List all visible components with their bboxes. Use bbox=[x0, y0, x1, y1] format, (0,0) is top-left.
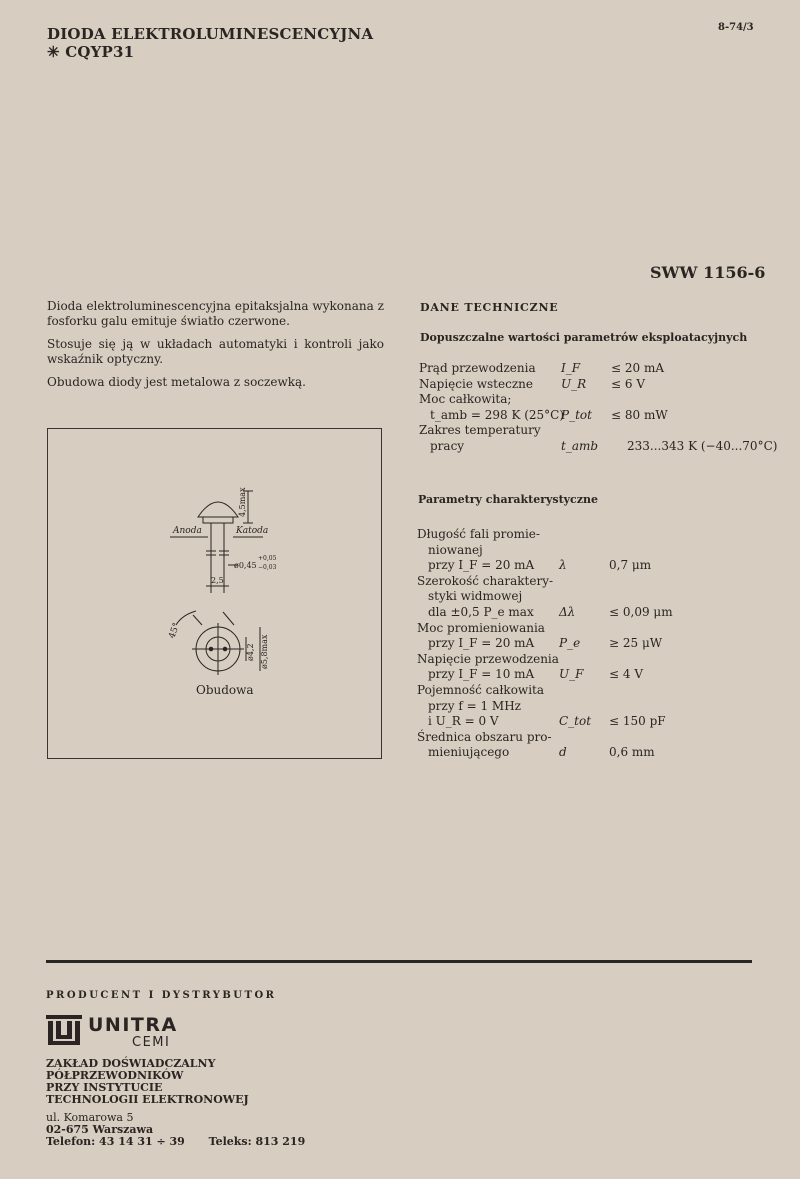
param-symbol: C_tot bbox=[559, 714, 592, 729]
institution-line: ZAKŁAD DOŚWIADCZALNY bbox=[46, 1057, 216, 1070]
institution-line: PRZY INSTYTUCIE bbox=[46, 1081, 163, 1094]
param-label: dla ±0,5 P_e max bbox=[428, 605, 534, 619]
cathode-label: Katoda bbox=[236, 526, 269, 536]
led-dome bbox=[198, 502, 238, 517]
param-label: Średnica obszaru pro- bbox=[417, 729, 552, 744]
param-label: Prąd przewodzenia bbox=[419, 361, 536, 375]
characteristics-heading: Parametry charakterystyczne bbox=[418, 493, 599, 506]
param-symbol: P_e bbox=[559, 636, 581, 651]
institution-line: PÓŁPRZEWODNIKÓW bbox=[46, 1069, 184, 1082]
tech-heading: DANE TECHNICZNE bbox=[420, 301, 559, 314]
param-label: i U_R = 0 V bbox=[428, 714, 499, 729]
param-label: mieniującego bbox=[428, 745, 510, 760]
height-dim-label: 4,5max bbox=[238, 487, 247, 517]
intro-paragraph-2: Stosuje się ją w układach automatyki i kontroli jako wskaźnik optyczny. bbox=[47, 337, 384, 366]
param-label: Napięcie wsteczne bbox=[419, 376, 533, 391]
param-label: Długość fali promie- bbox=[417, 527, 540, 541]
param-label: Napięcie przewodzenia bbox=[417, 651, 559, 666]
param-label: przy f = 1 MHz bbox=[428, 698, 521, 713]
unitra-logo bbox=[46, 1014, 176, 1054]
document-title bbox=[47, 25, 373, 61]
address-street: ul. Komarowa 5 bbox=[46, 1111, 134, 1124]
param-value: ≤ 20 mA bbox=[611, 361, 664, 375]
param-symbol: U_F bbox=[559, 667, 584, 682]
param-value: 233...343 K (−40...70°C) bbox=[627, 439, 778, 453]
param-label: styki widmowej bbox=[428, 589, 523, 604]
param-label: Pojemność całkowita bbox=[417, 683, 545, 697]
param-symbol: P_tot bbox=[561, 407, 592, 422]
param-value: 0,7 μm bbox=[609, 558, 652, 573]
footer-rule bbox=[46, 960, 752, 963]
param-label: Szerokość charaktery- bbox=[417, 573, 554, 588]
title-line-2: ✳ CQYP31 bbox=[47, 43, 135, 61]
param-label: pracy bbox=[430, 439, 465, 453]
logo-subword: CEMI bbox=[132, 1035, 171, 1050]
inner-dim-label: ø4,2 bbox=[246, 643, 255, 661]
param-symbol: t_amb bbox=[561, 439, 599, 453]
telex-number: Teleks: 813 219 bbox=[208, 1135, 306, 1148]
param-value: ≤ 150 pF bbox=[609, 714, 666, 729]
param-label: przy I_F = 10 mA bbox=[428, 667, 535, 682]
param-label: Moc całkowita; bbox=[419, 392, 512, 407]
address-city: 02-675 Warszawa bbox=[46, 1123, 154, 1136]
limits-heading: Dopuszczalne wartości parametrów eksploatacyjnych bbox=[420, 331, 748, 344]
param-label: Zakres temperatury bbox=[419, 423, 541, 438]
institution-line: TECHNOLOGII ELEKTRONOWEJ bbox=[46, 1093, 249, 1106]
param-symbol: Δλ bbox=[559, 605, 576, 619]
param-symbol: I_F bbox=[561, 361, 581, 375]
pitch-dim-label: 2,5 bbox=[211, 576, 224, 585]
title-line-1: DIODA ELEKTROLUMINESCENCYJNA bbox=[47, 25, 374, 43]
param-value: ≤ 0,09 μm bbox=[609, 605, 673, 619]
package-drawing bbox=[48, 429, 381, 758]
param-symbol: d bbox=[559, 745, 567, 760]
param-value: ≤ 6 V bbox=[611, 376, 645, 391]
institution-name bbox=[46, 1058, 249, 1106]
page-reference: 8-74/3 bbox=[718, 22, 754, 33]
address-block bbox=[46, 1112, 325, 1148]
led-flange bbox=[203, 517, 233, 523]
lead-tol-minus: −0,03 bbox=[258, 564, 277, 571]
param-value: ≤ 4 V bbox=[609, 667, 643, 682]
outer-dim-label: ø5,8max bbox=[260, 634, 269, 669]
contact-line bbox=[46, 1136, 325, 1148]
param-label: niowanej bbox=[428, 542, 483, 557]
unitra-logo-icon bbox=[46, 1015, 82, 1047]
param-value: 0,6 mm bbox=[609, 745, 655, 760]
characteristics-table bbox=[417, 527, 757, 762]
param-label: t_amb = 298 K (25°C) bbox=[430, 407, 565, 422]
param-value: ≥ 25 μW bbox=[609, 636, 663, 651]
package-drawing-frame bbox=[47, 428, 382, 759]
logo-word: UNITRA bbox=[88, 1014, 178, 1036]
param-symbol: U_R bbox=[561, 376, 587, 391]
limits-table bbox=[419, 361, 778, 461]
lead-dim-label: ø0,45 bbox=[234, 561, 257, 570]
param-label: przy I_F = 20 mA bbox=[428, 558, 535, 573]
angle-dim-label: 45° bbox=[167, 621, 183, 641]
param-value: ≤ 80 mW bbox=[611, 407, 668, 422]
intro-paragraph-1: Dioda elektroluminescencyjna epitaksjalna wykonana z fosforku galu emituje światło czerwone. bbox=[47, 299, 384, 328]
producer-heading: PRODUCENT I DYSTRYBUTOR bbox=[46, 990, 277, 1001]
phone-number: Telefon: 43 14 31 ÷ 39 bbox=[46, 1135, 185, 1148]
param-symbol: λ bbox=[559, 558, 567, 573]
param-label: przy I_F = 20 mA bbox=[428, 636, 535, 651]
drawing-caption: Obudowa bbox=[196, 683, 254, 697]
catalog-number: SWW 1156-6 bbox=[650, 263, 766, 282]
intro-paragraph-3: Obudowa diody jest metalowa z soczewką. bbox=[47, 375, 306, 389]
param-label: Moc promieniowania bbox=[417, 620, 545, 635]
anode-label: Anoda bbox=[173, 526, 202, 536]
lead-tol-plus: +0,05 bbox=[258, 555, 277, 562]
intro-text bbox=[47, 299, 384, 398]
